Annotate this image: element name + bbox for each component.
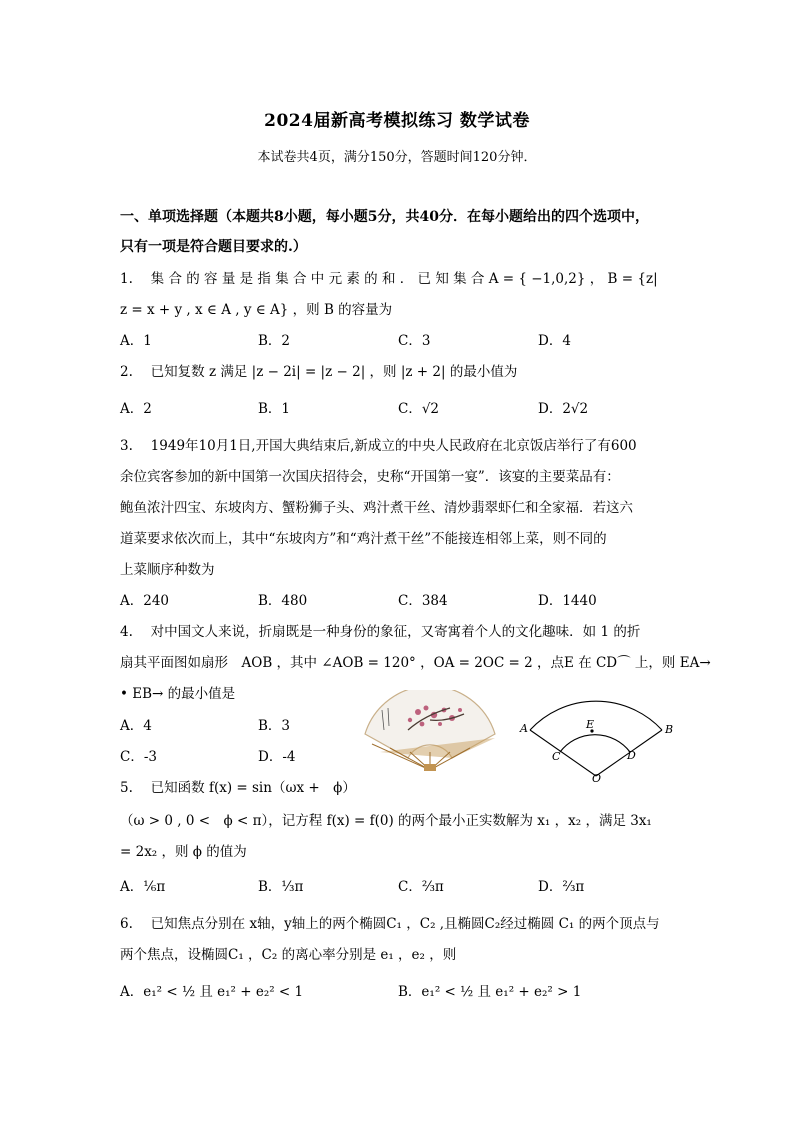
section-heading-line2: 只有一项是符合题目要求的.） xyxy=(120,239,307,255)
q1-option-d: D．4 xyxy=(538,333,571,349)
q3-stem-line2: 余位宾客参加的新中国第一次国庆招待会，史称“开国第一宴”．该宴的主要菜品有： xyxy=(120,469,620,485)
q5-option-d: D．⅔π xyxy=(538,879,585,895)
q2-option-d: D．2√2 xyxy=(538,401,589,417)
sector-diagram xyxy=(512,688,684,783)
q5-option-b: B．⅓π xyxy=(258,879,304,895)
q5-stem-line1: 5. 已知函数 f(x) = sin（ωx + ϕ） xyxy=(120,780,356,796)
q5-option-a: A．⅙π xyxy=(120,879,166,895)
q5-option-c: C．⅔π xyxy=(398,879,444,895)
exam-info: 本试卷共4页，满分150分，答题时间120分钟． xyxy=(257,150,537,165)
q1-option-c: C．3 xyxy=(398,333,431,349)
q4-option-c: C．-3 xyxy=(120,749,157,765)
q2-option-b: B．1 xyxy=(258,401,291,417)
label-b: B xyxy=(665,723,674,736)
q6-stem-line2: 两个焦点，设椭圆C₁ ，C₂ 的离心率分别是 e₁ ，e₂ ，则 xyxy=(120,947,457,963)
q4-option-a: A．4 xyxy=(120,718,152,734)
q3-stem-line3: 鲍鱼浓汁四宝、东坡肉方、蟹粉狮子头、鸡汁煮干丝、清炒翡翠虾仁和全家福．若这六 xyxy=(120,500,633,516)
q1-option-a: A．1 xyxy=(120,333,152,349)
page-title: 2024届新高考模拟练习 数学试卷 xyxy=(264,111,530,131)
q5-stem-line2: （ω > 0 , 0 < ϕ < π），记方程 f(x) = f(0) 的两个最小正实数解为 x₁ ，x₂ ，满足 3x₁ xyxy=(120,813,652,829)
q3-option-c: C．384 xyxy=(398,593,448,609)
label-c: C xyxy=(552,750,561,763)
q3-stem-line5: 上菜顺序种数为 xyxy=(120,562,215,578)
q1-option-b: B．2 xyxy=(258,333,291,349)
q6-option-b: B．e₁² < ½ 且 e₁² + e₂² > 1 xyxy=(398,984,582,1000)
q4-option-d: D．-4 xyxy=(258,749,296,765)
q3-option-a: A．240 xyxy=(120,593,170,609)
section-heading-line1: 一、单项选择题（本题共8小题，每小题5分，共40分．在每小题给出的四个选项中， xyxy=(120,209,649,225)
q2-option-c: C．√2 xyxy=(398,401,440,417)
label-a: A xyxy=(520,722,528,735)
q4-stem-line3: • EB→ 的最小值是 xyxy=(120,686,236,702)
label-d: D xyxy=(627,749,636,762)
folding-fan-illustration xyxy=(360,690,500,772)
q2-option-a: A．2 xyxy=(120,401,152,417)
q1-stem-line1: 1. 集 合 的 容 量 是 指 集 合 中 元 素 的 和 ． 已 知 集 合 A = { −1,0,2} ， B = {z| xyxy=(120,271,658,287)
q3-stem-line1: 3. 1949年10月1日,开国大典结束后,新成立的中央人民政府在北京饭店举行了有600 xyxy=(120,438,637,454)
q5-stem-line3: = 2x₂ ，则 ϕ 的值为 xyxy=(120,844,247,860)
q4-option-b: B．3 xyxy=(258,718,291,734)
q6-option-a: A．e₁² < ½ 且 e₁² + e₂² < 1 xyxy=(120,984,304,1000)
q2-stem: 2. 已知复数 z 满足 |z − 2i| = |z − 2| ，则 |z + 2| 的最小值为 xyxy=(120,364,518,380)
q4-stem-line2: 扇其平面图如扇形 AOB ，其中 ∠AOB = 120° ，OA = 2OC = 2 ，点E 在 CD⌒ 上，则 EA→ xyxy=(120,655,711,671)
label-e: E xyxy=(586,718,595,731)
q1-stem-line2: z = x + y , x ∈ A , y ∈ A} ，则 B 的容量为 xyxy=(120,302,393,318)
q4-stem-line1: 4. 对中国文人来说，折扇既是一种身份的象征，又寄寓着个人的文化趣味．如 1 的折 xyxy=(120,624,641,640)
q3-stem-line4: 道菜要求依次而上，其中“东坡肉方”和“鸡汁煮干丝”不能接连相邻上菜，则不同的 xyxy=(120,531,607,547)
label-o: O xyxy=(592,772,602,783)
q3-option-d: D．1440 xyxy=(538,593,597,609)
q6-stem-line1: 6. 已知焦点分别在 x轴，y轴上的两个椭圆C₁ ，C₂ ,且椭圆C₂经过椭圆 C₁ 的两个顶点与 xyxy=(120,916,660,932)
q3-option-b: B．480 xyxy=(258,593,308,609)
